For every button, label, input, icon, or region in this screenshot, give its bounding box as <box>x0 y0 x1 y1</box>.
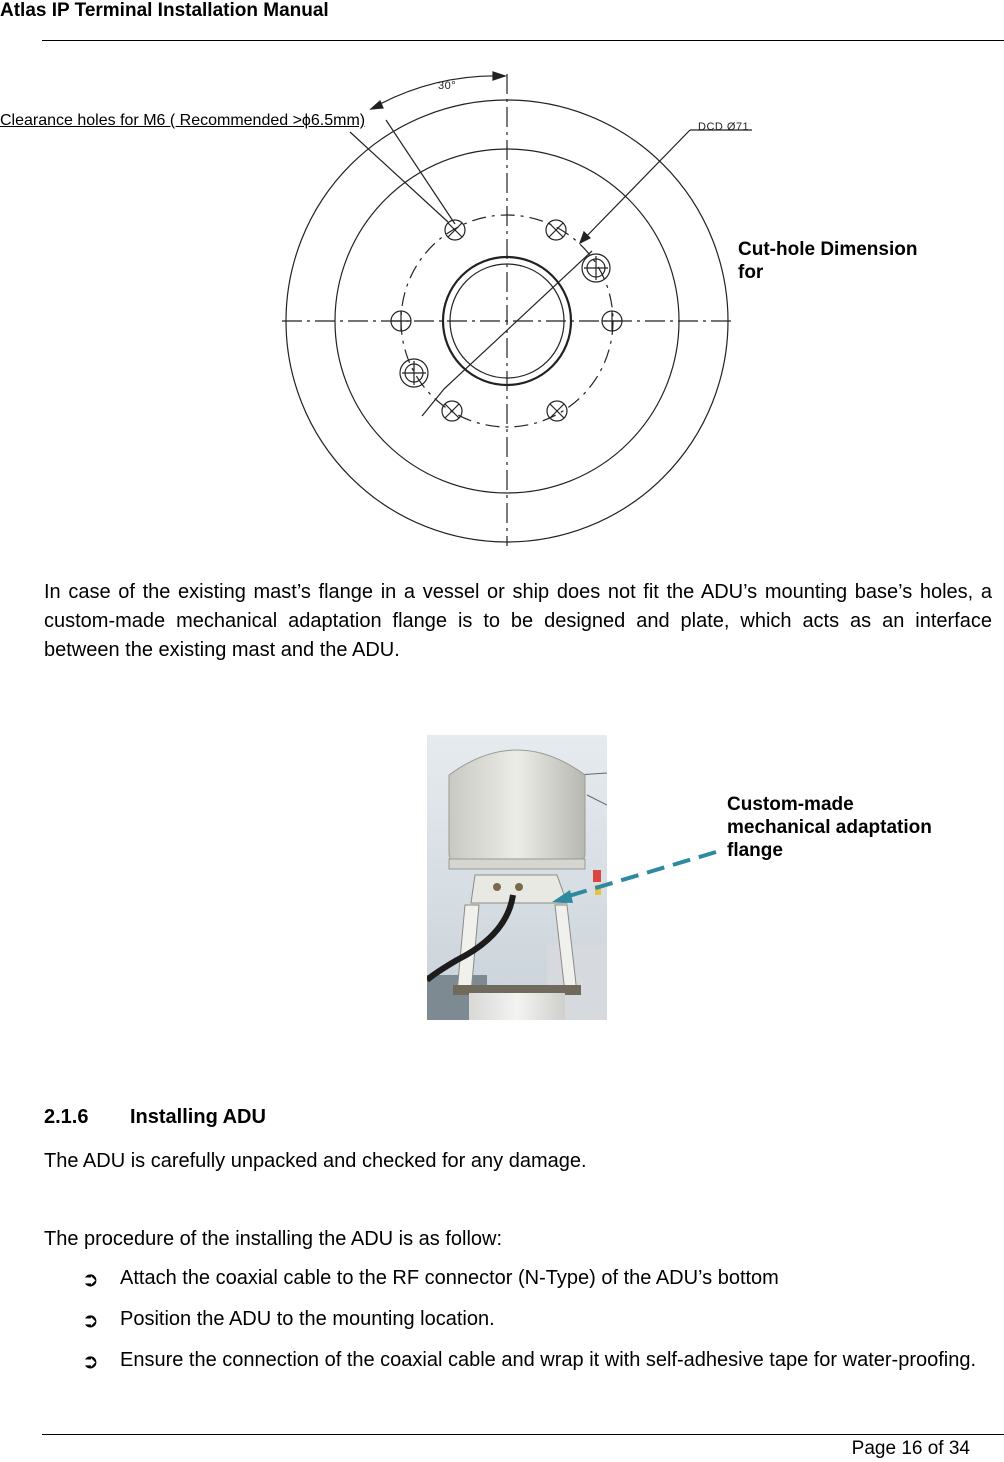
cut-hole-label: Cut-hole Dimension for <box>738 239 918 283</box>
procedure-intro: The procedure of the installing the ADU is as follow: <box>44 1228 503 1250</box>
hole-big-sw <box>400 359 428 387</box>
flange-paragraph: In case of the existing mast’s flange in a vessel or ship does not fit the ADU’s mounting base’s holes, a custom-made mechanical adaptation flange is to be designed and plate, which acts as an interface between the existing mast and the ADU. <box>44 581 992 661</box>
header-rule <box>42 40 1004 41</box>
document-title: Atlas IP Terminal Installation Manual <box>0 0 329 21</box>
hole-ur <box>546 220 566 240</box>
mast <box>469 993 565 1020</box>
dcd-label: DCD Ø71 <box>698 121 750 133</box>
clearance-holes-callout: Clearance holes for M6 ( Recommended >ϕ6.5mm) <box>0 112 366 129</box>
mounting-hole-drawing <box>0 60 1004 560</box>
section-heading: 2.1.6 Installing ADU <box>44 1106 266 1128</box>
footer-rule <box>42 1434 1004 1435</box>
hole-lr <box>547 401 567 421</box>
diagonal-extension <box>422 389 444 416</box>
hole-ll <box>442 401 462 421</box>
angle-label: 30° <box>438 80 457 92</box>
section-intro: The ADU is carefully unpacked and checked for any damage. <box>44 1150 587 1172</box>
callout-arrow <box>540 840 720 915</box>
page-number: Page 16 of 34 <box>851 1438 970 1459</box>
flange-callout: Custom-made mechanical adaptation flange <box>727 794 932 861</box>
arrow-bullet-icon: ➲ <box>82 1310 99 1332</box>
hole-r <box>602 311 622 331</box>
arrow-bullet-icon: ➲ <box>82 1269 99 1291</box>
arrow-bullet-icon: ➲ <box>82 1351 99 1373</box>
hole-l <box>391 311 411 331</box>
hole-big-ne <box>582 254 610 282</box>
